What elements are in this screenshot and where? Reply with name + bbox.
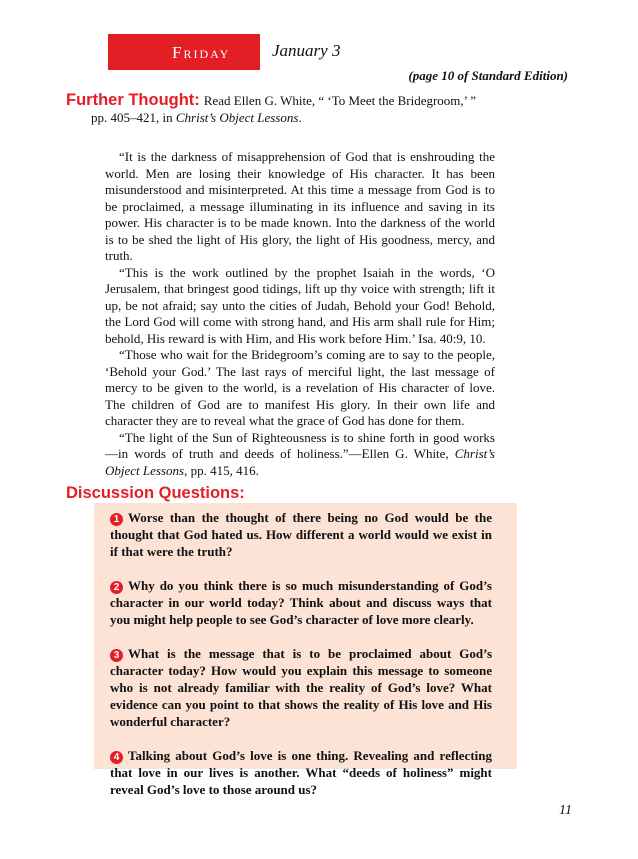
further-thought-heading — [66, 92, 496, 126]
question-text: Talking about God’s love is one thing. Revealing and reflecting that love in our lives is another. What “deeds of holiness” might reveal God’s love to those around us? — [110, 748, 492, 797]
quote-paragraph: “Those who wait for the Bridegroom’s coming are to say to the people, ‘Behold your God.’ The last rays of merciful light, the last message of mercy to be given to the world, is a revelation of His character of love. The children of God are to manifest His glory. In their own life and character they are to reveal what the grace of God has done for them. — [105, 347, 495, 428]
quote-book-title: Christ’s Object Lessons — [105, 446, 495, 478]
quote-citation: , pp. 415, 416. — [184, 462, 259, 478]
question-text: Why do you think there is so much misunderstanding of God’s character in our world today? Think about and discuss ways that you might help people to see God’s character of love more clearly. — [110, 578, 492, 627]
reading-pages-text: pp. 405–421, in — [91, 110, 176, 125]
reading-end: . — [298, 110, 302, 125]
question-text: What is the message that is to be proclaimed about God’s character today? How would you explain this message to someone who is not already familiar with the reality of God’s love? What evidence can you point to that shows the reality of His love and His wonderful character? — [110, 646, 492, 729]
discussion-questions-list — [110, 509, 492, 815]
question-number-icon: 1 — [110, 513, 123, 526]
quote-paragraph-final — [105, 430, 495, 480]
discussion-question — [110, 577, 492, 628]
question-number-icon: 3 — [110, 649, 123, 662]
standard-edition-reference: (page 10 of Standard Edition) — [408, 68, 568, 83]
discussion-questions-title: Discussion Questions: — [66, 484, 245, 502]
day-name: Friday — [172, 43, 231, 62]
question-text: Worse than the thought of there being no God would be the thought that God hated us. How different a world would we exist in if that were the truth? — [110, 510, 492, 559]
lesson-date: January 3 — [272, 41, 341, 60]
reading-pages — [66, 109, 496, 126]
quote-final-text: “The light of the Sun of Righteousness is to shine forth in good works—in words of truth and deeds of holiness.”—Ellen G. White, — [105, 429, 495, 461]
discussion-question — [110, 645, 492, 730]
question-number-icon: 4 — [110, 751, 123, 764]
discussion-question — [110, 509, 492, 560]
question-number-icon: 2 — [110, 581, 123, 594]
further-thought-label: Further Thought: — [66, 91, 200, 109]
page-number: 11 — [559, 803, 572, 818]
reading-book-title: Christ’s Object Lessons — [175, 110, 299, 125]
quotation-body — [105, 149, 495, 479]
quote-paragraph: “It is the darkness of misapprehension of God that is enshrouding the world. Men are losing their knowledge of His character. It has been misunderstood and misinterpreted. At this time a message from God is to be proclaimed, a message illuminating in its influence and saving in its power. His character is to be made known. Into the darkness of the world is to be shed the light of His glory, the light of His goodness, mercy, and truth. — [105, 149, 495, 263]
quote-paragraph: “This is the work outlined by the prophet Isaiah in the words, ‘O Jerusalem, that bringest good tidings, lift up thy voice with strength; lift it up, be not afraid; say unto the cities of Judah, Behold your God! Behold, the Lord God will come with strong hand, and His arm shall rule for Him; behold, His reward is with Him, and His work before Him.’ Isa. 40:9, 10. — [105, 264, 495, 346]
reading-reference: Read Ellen G. White, “ ‘To Meet the Bridegroom,’ ” — [203, 93, 477, 108]
discussion-question — [110, 747, 492, 798]
